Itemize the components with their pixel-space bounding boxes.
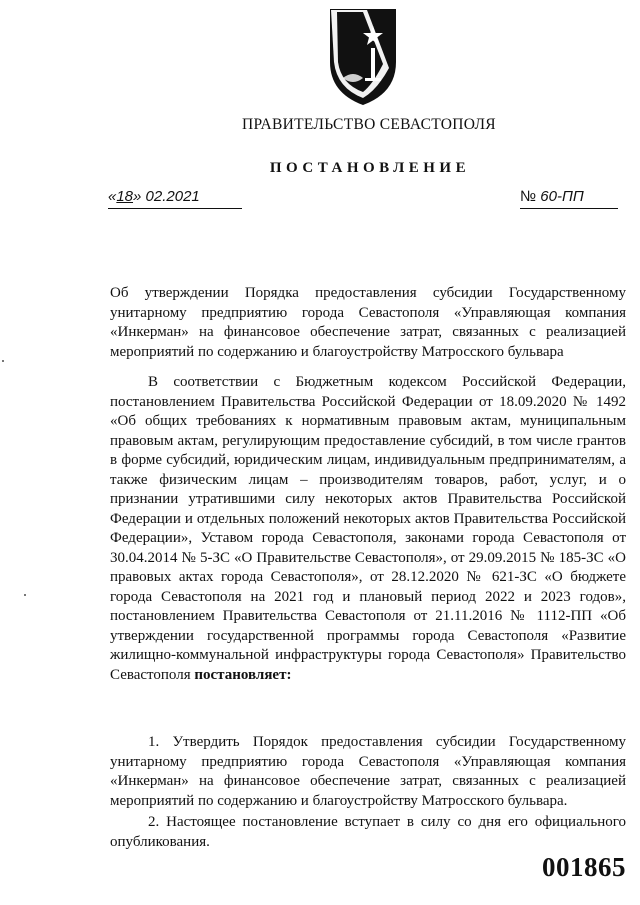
document-type: ПОСТАНОВЛЕНИЕ bbox=[269, 160, 471, 176]
date-month-year: 02.2021 bbox=[145, 188, 200, 205]
preamble-text: В соответствии с Бюджетным кодексом Российской Федерации, постановлением Правительства Российской Федерации от 18.09.2020 № 1492 «Об общих требованиях к нормативным правовым актам, муниципальным правовым актам, регулирующим предоставление субсидий, в том числе грантов в форме субсидий, юридическим лицам, индивидуальным предпринимателям, а также физическим лицам – производителям товаров, работ, услуг, и о признании утратившими силу некоторых актов Правительства Российской Федерации и отдельных положений некоторых актов Правительства Российской Федерации», Уставом города Севастополя, законами города Севастополя от 30.04.2014 № 5-ЗС «О Правительстве Севастополя», от 29.09.2015 № 185-ЗС «О правовых актах города Севастополя», от 28.12.2020 № 621-ЗС «О бюджете города Севастополя на 2021 год и плановый период 2022 и 2023 годов», постановлением Правительства Севастополя от 21.11.2016 № 1112-ПП «Об утверждении государственной программы города Севастополя «Развитие жилищно-коммунальной инфраструктуры города Севастополя» Правительство Севастополя bbox=[110, 374, 626, 683]
serial-number: 001865 bbox=[542, 852, 626, 882]
scan-speck bbox=[2, 360, 4, 362]
date-day: 18 bbox=[116, 188, 134, 205]
date-open-quote: « bbox=[108, 188, 117, 205]
number-value: 60-ПП bbox=[540, 188, 584, 205]
scan-speck bbox=[24, 594, 26, 596]
sevastopol-coat-of-arms-icon bbox=[327, 4, 399, 108]
decree-item-1: 1. Утвердить Порядок предоставления субсидии Государственному унитарному предприятию города Севастополя «Управляющая компания «Инкерман» на финансовое обеспечение затрат, связанных с реализацией мероприятий по содержанию и благоустройству Матросского бульвара. bbox=[110, 734, 626, 809]
number-label: № bbox=[520, 188, 537, 205]
decree-number bbox=[520, 188, 618, 209]
preamble-paragraph bbox=[110, 373, 626, 685]
date-close-quote: » bbox=[133, 188, 142, 205]
decree-date bbox=[108, 188, 242, 209]
government-name: ПРАВИТЕЛЬСТВО СЕВАСТОПОЛЯ bbox=[242, 116, 496, 133]
decree-subject: Об утверждении Порядка предоставления субсидии Государственному унитарному предприятию города Севастополя «Управляющая компания «Инкерман» на финансовое обеспечение затрат, связанных с реализацией мероприятий по содержанию и благоустройству Матросского бульвара bbox=[110, 285, 626, 360]
decree-word: постановляет: bbox=[194, 666, 292, 683]
decree-item-2: 2. Настоящее постановление вступает в силу со дня его официального опубликования. bbox=[110, 814, 626, 850]
